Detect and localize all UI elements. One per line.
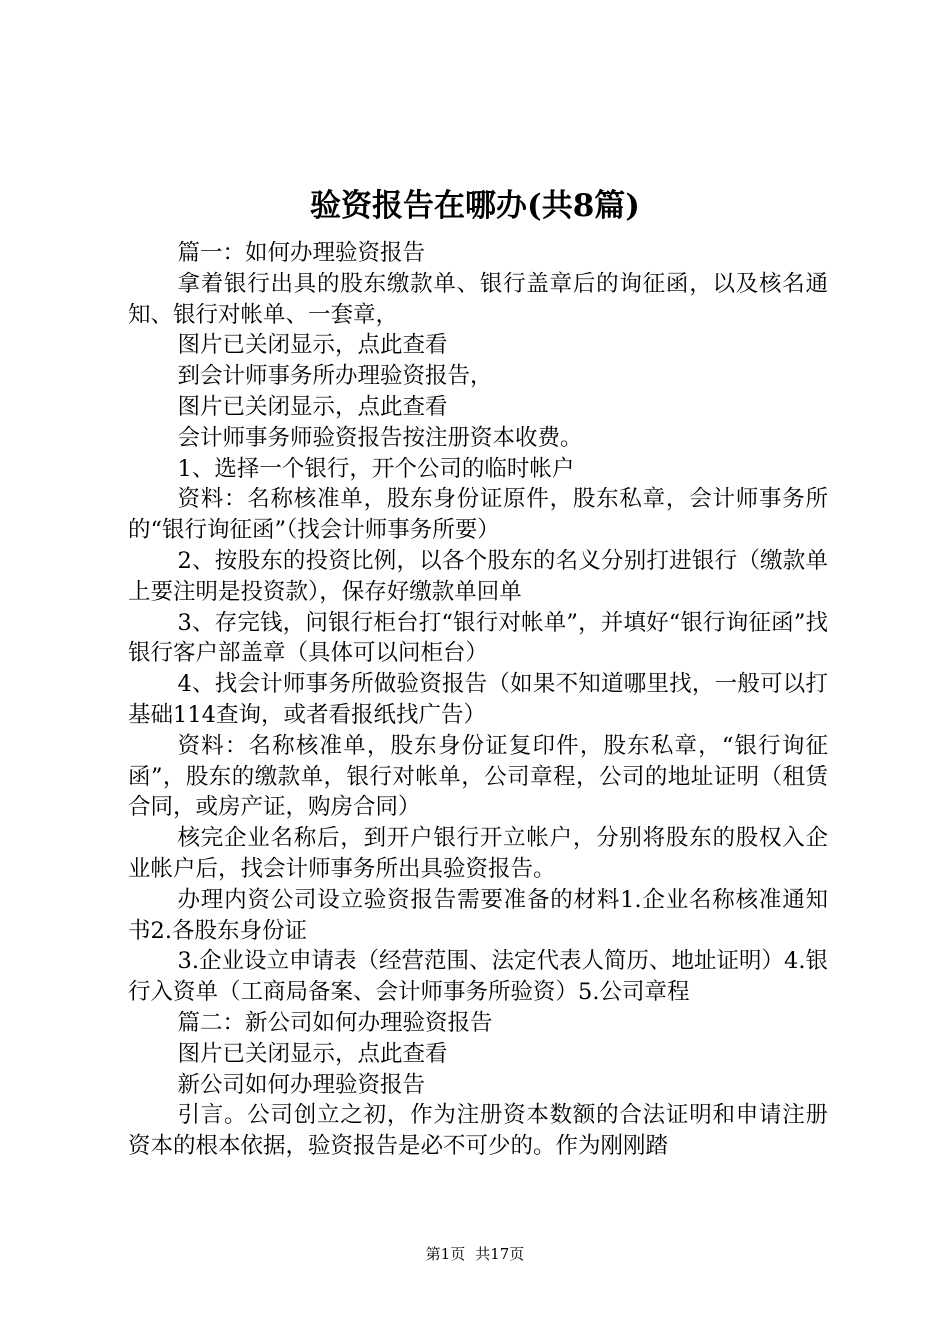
page-footer bbox=[0, 1243, 950, 1264]
paragraph: 资料：名称核准单，股东身份证复印件，股东私章，“银行询征函”，股东的缴款单，银行对帐单，公司章程，公司的地址证明（租赁合同，或房产证，购房合同） bbox=[128, 732, 828, 821]
paragraph: 引言。公司创立之初，作为注册资本数额的合法证明和申请注册资本的根本依据，验资报告是必不可少的。作为刚刚踏 bbox=[128, 1102, 828, 1160]
page-number: 第1页 bbox=[425, 1245, 466, 1263]
page-total: 共17页 bbox=[475, 1245, 525, 1263]
paragraph: 3.企业设立申请表（经营范围、法定代表人简历、地址证明）4.银行入资单（工商局备案、会计师事务所验资）5.公司章程 bbox=[128, 948, 828, 1006]
paragraph: 新公司如何办理验资报告 bbox=[177, 1071, 426, 1098]
paragraph: 资料：名称核准单，股东身份证原件，股东私章，会计师事务所的“银行询征函”（找会计师事务所要） bbox=[128, 486, 828, 544]
paragraph: 到会计师事务所办理验资报告， bbox=[177, 363, 493, 390]
image-hidden-notice[interactable]: 图片已关闭显示，点此查看 bbox=[177, 1040, 448, 1067]
paragraph: 办理内资公司设立验资报告需要准备的材料1.企业名称核准通知书2.各股东身份证 bbox=[128, 886, 828, 944]
paragraph: 会计师事务师验资报告按注册资本收费。 bbox=[177, 424, 583, 451]
document-title: 验资报告在哪办(共8篇) bbox=[310, 188, 640, 224]
image-hidden-notice[interactable]: 图片已关闭显示，点此查看 bbox=[177, 332, 448, 359]
paragraph: 篇一：如何办理验资报告 bbox=[177, 240, 426, 266]
paragraph: 3、存完钱，问银行柜台打“银行对帐单”，并填好“银行询征函”找银行客户部盖章（具体可以问柜台） bbox=[128, 609, 828, 667]
image-hidden-notice[interactable]: 图片已关闭显示，点此查看 bbox=[177, 393, 448, 420]
paragraph: 拿着银行出具的股东缴款单、银行盖章后的询征函，以及核名通知、银行对帐单、一套章， bbox=[128, 270, 828, 328]
paragraph: 2、按股东的投资比例，以各个股东的名义分别打进银行（缴款单上要注明是投资款），保存好缴款单回单 bbox=[128, 547, 828, 605]
section-heading: 篇二：新公司如何办理验资报告 bbox=[177, 1009, 493, 1036]
document-body bbox=[128, 238, 828, 1162]
paragraph: 4、找会计师事务所做验资报告（如果不知道哪里找，一般可以打基础114查询，或者看报纸找广告） bbox=[128, 671, 828, 728]
paragraph: 1、选择一个银行，开个公司的临时帐户 bbox=[177, 455, 575, 482]
paragraph: 核完企业名称后，到开户银行开立帐户，分别将股东的股权入企业帐户后，找会计师事务所出具验资报告。 bbox=[128, 825, 828, 882]
